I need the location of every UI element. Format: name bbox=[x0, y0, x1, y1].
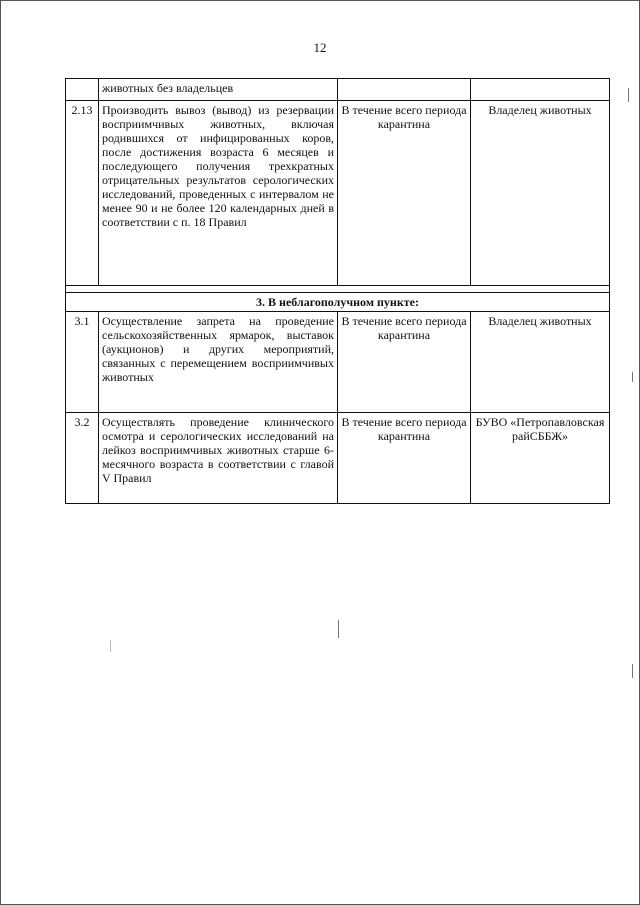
spacer-cell bbox=[66, 286, 610, 293]
scan-artifact bbox=[338, 620, 339, 638]
scan-artifact bbox=[632, 372, 633, 382]
row-responsible: Владелец животных bbox=[471, 101, 610, 286]
scan-artifact bbox=[628, 88, 629, 102]
scan-artifact bbox=[110, 640, 111, 652]
table-row bbox=[66, 101, 610, 286]
row-description: животных без владельцев bbox=[99, 79, 338, 101]
row-number: 3.2 bbox=[66, 413, 99, 504]
row-number: 2.13 bbox=[66, 101, 99, 286]
scan-artifact bbox=[632, 664, 633, 678]
page-number: 12 bbox=[313, 40, 327, 55]
row-description: Осуществление запрета на проведение сельскохозяйственных ярмарок, выставок (аукционов) и других мероприятий, связанных с перемещением восприимчивых животных bbox=[99, 312, 338, 413]
row-number bbox=[66, 79, 99, 101]
row-description: Осуществлять проведение клинического осмотра и серологических исследований на лейкоз восприимчивых животных старше 6-месячного возраста в соответствии с главой V Правил bbox=[99, 413, 338, 504]
row-responsible bbox=[471, 79, 610, 101]
table-row bbox=[66, 413, 610, 504]
row-number: 3.1 bbox=[66, 312, 99, 413]
row-term: В течение всего периода карантина bbox=[338, 413, 471, 504]
row-term: В течение всего периода карантина bbox=[338, 101, 471, 286]
row-term bbox=[338, 79, 471, 101]
row-responsible: Владелец животных bbox=[471, 312, 610, 413]
row-description: Производить вывоз (вывод) из резервации восприимчивых животных, включая родившихся от инфицированных коров, после достижения возраста 6 месяцев и последующего получения трехкратных отрицательных результатов серологических исследований, проведенных с интервалом не менее 90 и не более 120 календарных дней в соответствии с п. 18 Правил bbox=[99, 101, 338, 286]
measures-table bbox=[65, 78, 610, 504]
table-row bbox=[66, 79, 610, 101]
row-responsible: БУВО «Петропавловская райСББЖ» bbox=[471, 413, 610, 504]
table-row bbox=[66, 312, 610, 413]
section-title: 3. В неблагополучном пункте: bbox=[66, 293, 610, 312]
table-spacer-row bbox=[66, 286, 610, 293]
section-header-row bbox=[66, 293, 610, 312]
row-term: В течение всего периода карантина bbox=[338, 312, 471, 413]
